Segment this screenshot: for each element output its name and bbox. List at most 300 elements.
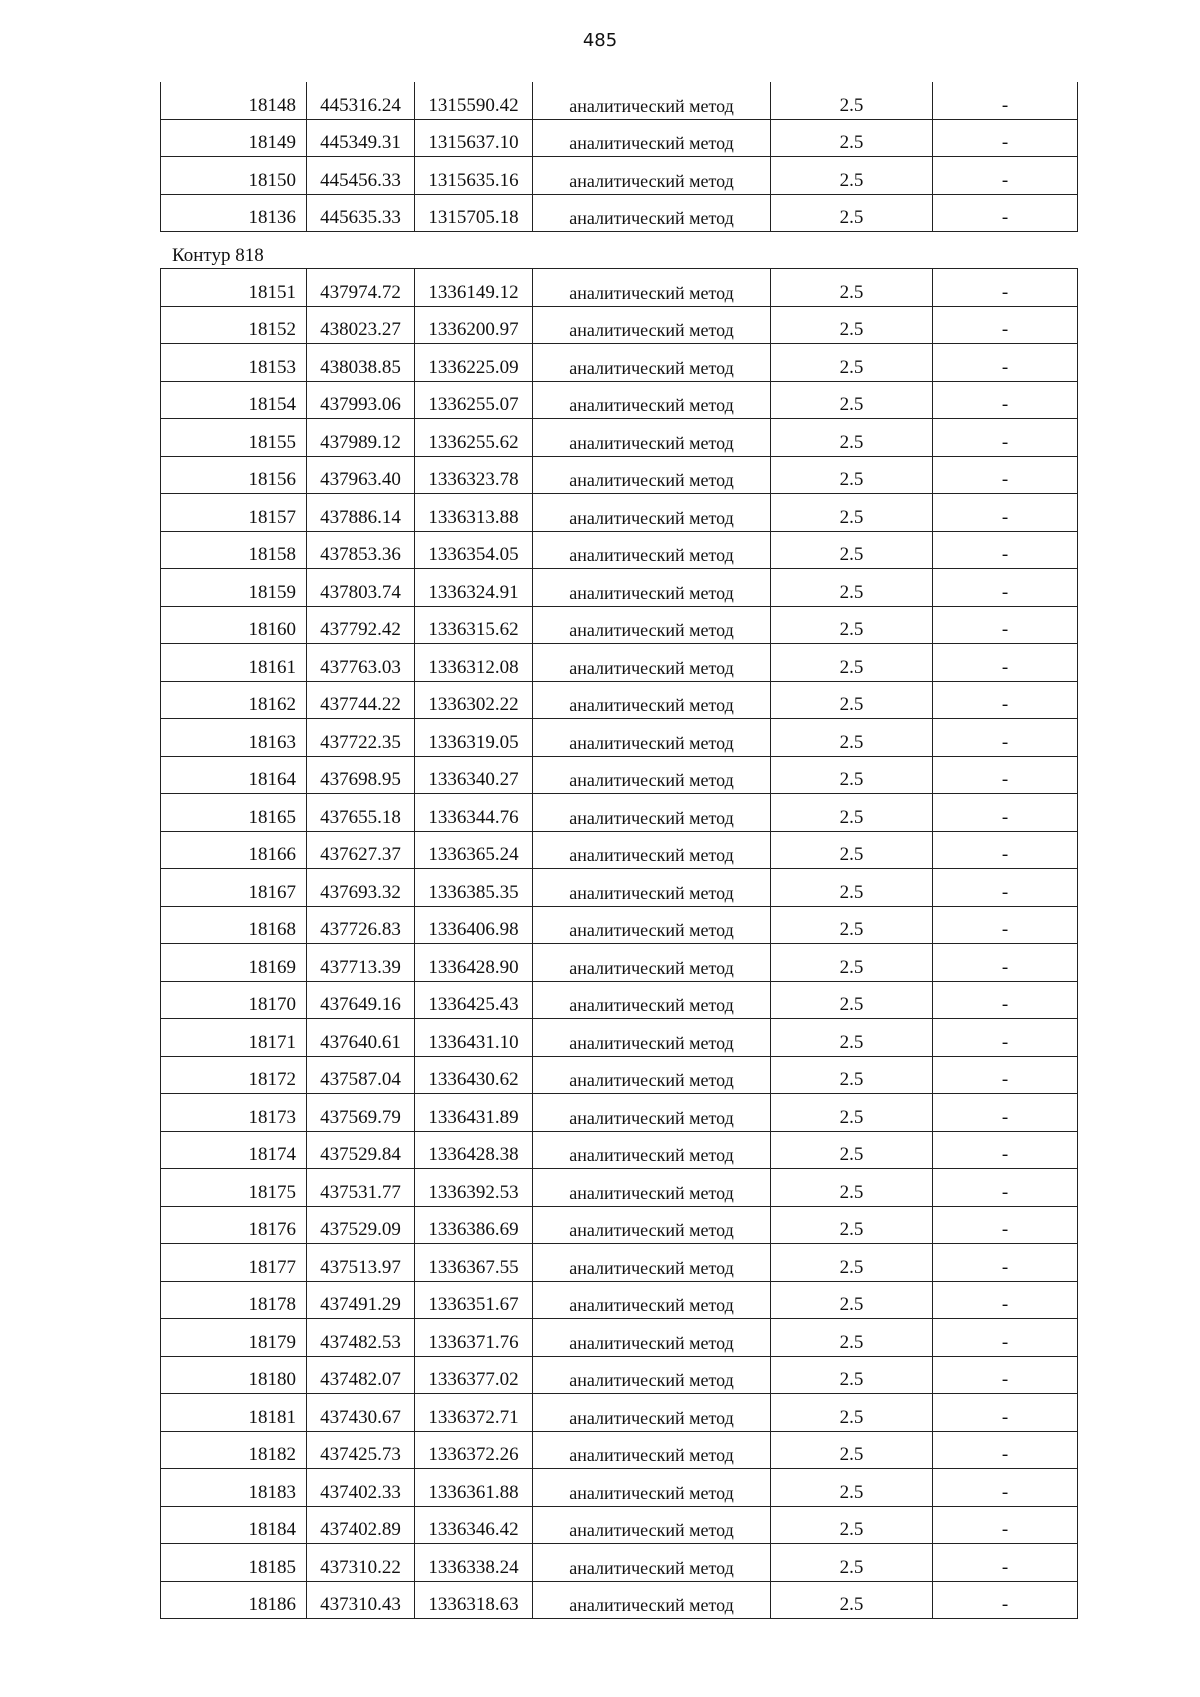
x-coordinate-cell xyxy=(307,794,415,832)
x-coordinate-cell xyxy=(307,1319,415,1357)
method-cell xyxy=(533,756,771,794)
y-coordinate-cell xyxy=(415,569,533,607)
cell-text: 2.5 xyxy=(839,319,864,340)
y-coordinate-cell xyxy=(415,531,533,569)
method-cell xyxy=(533,119,771,157)
point-number-cell xyxy=(161,1431,307,1469)
cell-text: - xyxy=(1001,1444,1009,1465)
cell-text: 18174 xyxy=(248,1144,296,1165)
cell-text: 1315590.42 xyxy=(428,94,519,116)
x-coordinate-cell xyxy=(307,606,415,644)
cell-text: 1336340.27 xyxy=(428,769,519,790)
cell-text: 2.5 xyxy=(839,1144,864,1165)
cell-text: 2.5 xyxy=(839,207,864,228)
cell-text: 18178 xyxy=(248,1294,296,1315)
method-cell xyxy=(533,1581,771,1619)
cell-text: - xyxy=(1001,356,1009,378)
description-cell xyxy=(933,1094,1078,1132)
precision-cell xyxy=(771,1356,933,1394)
cell-text: 1336344.76 xyxy=(428,806,519,828)
precision-cell xyxy=(771,1581,933,1619)
cell-text: 1336431.89 xyxy=(428,1106,519,1128)
cell-text: 1336430.62 xyxy=(428,1069,519,1090)
precision-cell xyxy=(771,1131,933,1169)
point-number-cell xyxy=(161,456,307,494)
cell-text: аналитический метод xyxy=(569,695,734,715)
point-number-cell xyxy=(161,1319,307,1357)
description-cell xyxy=(933,1244,1078,1282)
precision-cell xyxy=(771,119,933,157)
cell-text: 437587.04 xyxy=(320,1069,401,1090)
method-cell xyxy=(533,1094,771,1132)
x-coordinate-cell xyxy=(307,194,415,232)
cell-text: 18169 xyxy=(248,956,296,978)
contour-label: Контур 818 xyxy=(172,245,264,266)
description-cell xyxy=(933,606,1078,644)
y-coordinate-cell xyxy=(415,1319,533,1357)
x-coordinate-cell xyxy=(307,1544,415,1582)
cell-text: 445316.24 xyxy=(320,94,401,116)
cell-text: - xyxy=(1001,1556,1009,1578)
cell-text: 437693.32 xyxy=(320,881,401,903)
cell-text: 437482.07 xyxy=(320,1369,401,1390)
method-cell xyxy=(533,681,771,719)
cell-text: аналитический метод xyxy=(569,432,734,453)
coordinates-table-continued xyxy=(160,82,1078,232)
coordinates-table-body xyxy=(161,269,1078,1619)
cell-text: 1336324.91 xyxy=(428,581,519,603)
precision-cell xyxy=(771,344,933,382)
y-coordinate-cell xyxy=(415,944,533,982)
point-number-cell xyxy=(161,194,307,232)
method-cell xyxy=(533,869,771,907)
cell-text: 2.5 xyxy=(839,619,864,640)
cell-text: 18173 xyxy=(248,1106,296,1128)
precision-cell xyxy=(771,306,933,344)
x-coordinate-cell xyxy=(307,644,415,682)
precision-cell xyxy=(771,381,933,419)
precision-cell xyxy=(771,569,933,607)
point-number-cell xyxy=(161,1056,307,1094)
point-number-cell xyxy=(161,569,307,607)
cell-text: аналитический метод xyxy=(569,1070,734,1090)
cell-text: - xyxy=(1001,544,1009,565)
table-row xyxy=(161,794,1078,832)
precision-cell xyxy=(771,269,933,307)
y-coordinate-cell xyxy=(415,1469,533,1507)
cell-text: 2.5 xyxy=(839,1106,864,1128)
cell-text: 1336354.05 xyxy=(428,544,519,565)
precision-cell xyxy=(771,719,933,757)
y-coordinate-cell xyxy=(415,869,533,907)
method-cell xyxy=(533,194,771,232)
cell-text: 2.5 xyxy=(839,1219,864,1240)
point-number-cell xyxy=(161,1469,307,1507)
y-coordinate-cell xyxy=(415,456,533,494)
cell-text: 437989.12 xyxy=(320,431,401,453)
method-cell xyxy=(533,944,771,982)
cell-text: аналитический метод xyxy=(569,1220,734,1240)
cell-text: 2.5 xyxy=(839,1294,864,1315)
precision-cell xyxy=(771,1056,933,1094)
cell-text: 2.5 xyxy=(839,544,864,565)
cell-text: 2.5 xyxy=(839,1069,864,1090)
cell-text: 18177 xyxy=(248,1256,296,1278)
cell-text: аналитический метод xyxy=(569,1445,734,1465)
cell-text: 1336372.71 xyxy=(428,1406,519,1428)
cell-text: аналитический метод xyxy=(569,920,734,940)
cell-text: 18167 xyxy=(248,881,296,903)
precision-cell xyxy=(771,1394,933,1432)
cell-text: 18149 xyxy=(248,132,296,153)
x-coordinate-cell xyxy=(307,1431,415,1469)
method-cell xyxy=(533,1506,771,1544)
table-row xyxy=(161,644,1078,682)
cell-text: 1315635.16 xyxy=(428,169,519,191)
y-coordinate-cell xyxy=(415,494,533,532)
cell-text: 2.5 xyxy=(839,1556,864,1578)
description-cell xyxy=(933,944,1078,982)
point-number-cell xyxy=(161,1394,307,1432)
cell-text: 2.5 xyxy=(839,806,864,828)
cell-text: 18155 xyxy=(248,431,296,453)
method-cell xyxy=(533,1206,771,1244)
cell-text: 437963.40 xyxy=(320,469,401,490)
method-cell xyxy=(533,269,771,307)
point-number-cell xyxy=(161,157,307,195)
cell-text: 437993.06 xyxy=(320,394,401,415)
description-cell xyxy=(933,306,1078,344)
description-cell xyxy=(933,269,1078,307)
cell-text: - xyxy=(1001,1106,1009,1128)
cell-text: - xyxy=(1001,956,1009,978)
description-cell xyxy=(933,82,1078,119)
cell-text: 18136 xyxy=(248,207,296,228)
method-cell xyxy=(533,494,771,532)
cell-text: - xyxy=(1001,1181,1009,1203)
cell-text: 2.5 xyxy=(839,919,864,940)
cell-text: 2.5 xyxy=(839,994,864,1015)
point-number-cell xyxy=(161,606,307,644)
x-coordinate-cell xyxy=(307,981,415,1019)
y-coordinate-cell xyxy=(415,1019,533,1057)
cell-text: - xyxy=(1001,1331,1009,1353)
cell-text: аналитический метод xyxy=(569,1370,734,1390)
cell-text: - xyxy=(1001,1406,1009,1428)
cell-text: - xyxy=(1001,1144,1009,1165)
method-cell xyxy=(533,981,771,1019)
cell-text: аналитический метод xyxy=(569,507,734,528)
x-coordinate-cell xyxy=(307,1281,415,1319)
cell-text: аналитический метод xyxy=(569,882,734,903)
description-cell xyxy=(933,981,1078,1019)
method-cell xyxy=(533,1356,771,1394)
precision-cell xyxy=(771,1319,933,1357)
cell-text: аналитический метод xyxy=(569,470,734,490)
table-row xyxy=(161,1056,1078,1094)
cell-text: 18159 xyxy=(248,581,296,603)
cell-text: - xyxy=(1001,207,1009,228)
table-row xyxy=(161,306,1078,344)
cell-text: 1336431.10 xyxy=(428,1031,519,1053)
cell-text: - xyxy=(1001,319,1009,340)
cell-text: 1336365.24 xyxy=(428,844,519,865)
x-coordinate-cell xyxy=(307,1019,415,1057)
cell-text: - xyxy=(1001,281,1009,303)
cell-text: 1336338.24 xyxy=(428,1556,519,1578)
cell-text: 437310.22 xyxy=(320,1556,401,1578)
description-cell xyxy=(933,1131,1078,1169)
cell-text: 1336315.62 xyxy=(428,619,519,640)
cell-text: - xyxy=(1001,731,1009,753)
cell-text: 437792.42 xyxy=(320,619,401,640)
cell-text: - xyxy=(1001,506,1009,528)
cell-text: 18150 xyxy=(248,169,296,191)
cell-text: 18186 xyxy=(248,1594,296,1615)
cell-text: 2.5 xyxy=(839,1369,864,1390)
description-cell xyxy=(933,569,1078,607)
cell-text: 18160 xyxy=(248,619,296,640)
cell-text: 18156 xyxy=(248,469,296,490)
point-number-cell xyxy=(161,906,307,944)
description-cell xyxy=(933,644,1078,682)
description-cell xyxy=(933,157,1078,195)
y-coordinate-cell xyxy=(415,157,533,195)
cell-text: 2.5 xyxy=(839,1181,864,1203)
method-cell xyxy=(533,1244,771,1282)
point-number-cell xyxy=(161,1019,307,1057)
cell-text: 1315637.10 xyxy=(428,132,519,153)
cell-text: - xyxy=(1001,1294,1009,1315)
table-row xyxy=(161,1431,1078,1469)
table-row xyxy=(161,1019,1078,1057)
cell-text: 18158 xyxy=(248,544,296,565)
cell-text: аналитический метод xyxy=(569,1482,734,1503)
x-coordinate-cell xyxy=(307,1394,415,1432)
cell-text: - xyxy=(1001,994,1009,1015)
cell-text: 18171 xyxy=(248,1031,296,1053)
cell-text: аналитический метод xyxy=(569,282,734,303)
cell-text: - xyxy=(1001,581,1009,603)
coordinates-table-body xyxy=(161,82,1078,232)
cell-text: 2.5 xyxy=(839,394,864,415)
table-row xyxy=(161,1469,1078,1507)
x-coordinate-cell xyxy=(307,531,415,569)
cell-text: 2.5 xyxy=(839,1406,864,1428)
point-number-cell xyxy=(161,344,307,382)
precision-cell xyxy=(771,1094,933,1132)
cell-text: 2.5 xyxy=(839,1256,864,1278)
cell-text: 1336385.35 xyxy=(428,881,519,903)
point-number-cell xyxy=(161,419,307,457)
table-row xyxy=(161,1581,1078,1619)
cell-text: аналитический метод xyxy=(569,1407,734,1428)
point-number-cell xyxy=(161,981,307,1019)
method-cell xyxy=(533,531,771,569)
precision-cell xyxy=(771,1244,933,1282)
table-row xyxy=(161,1244,1078,1282)
y-coordinate-cell xyxy=(415,606,533,644)
table-row xyxy=(161,494,1078,532)
cell-text: 445635.33 xyxy=(320,207,401,228)
x-coordinate-cell xyxy=(307,381,415,419)
cell-text: - xyxy=(1001,1219,1009,1240)
precision-cell xyxy=(771,756,933,794)
cell-text: аналитический метод xyxy=(569,357,734,378)
cell-text: - xyxy=(1001,1519,1009,1540)
description-cell xyxy=(933,1394,1078,1432)
cell-text: - xyxy=(1001,1594,1009,1615)
point-number-cell xyxy=(161,644,307,682)
precision-cell xyxy=(771,981,933,1019)
cell-text: 18176 xyxy=(248,1219,296,1240)
cell-text: аналитический метод xyxy=(569,320,734,340)
point-number-cell xyxy=(161,1094,307,1132)
cell-text: - xyxy=(1001,169,1009,191)
cell-text: 1336149.12 xyxy=(428,281,519,303)
y-coordinate-cell xyxy=(415,1506,533,1544)
method-cell xyxy=(533,719,771,757)
cell-text: аналитический метод xyxy=(569,545,734,565)
cell-text: 2.5 xyxy=(839,94,864,116)
cell-text: 437726.83 xyxy=(320,919,401,940)
cell-text: 2.5 xyxy=(839,1519,864,1540)
description-cell xyxy=(933,1056,1078,1094)
cell-text: аналитический метод xyxy=(569,1257,734,1278)
cell-text: 437853.36 xyxy=(320,544,401,565)
table-row xyxy=(161,906,1078,944)
y-coordinate-cell xyxy=(415,644,533,682)
cell-text: - xyxy=(1001,1369,1009,1390)
description-cell xyxy=(933,756,1078,794)
cell-text: 2.5 xyxy=(839,769,864,790)
precision-cell xyxy=(771,1431,933,1469)
y-coordinate-cell xyxy=(415,381,533,419)
cell-text: аналитический метод xyxy=(569,770,734,790)
cell-text: 18152 xyxy=(248,319,296,340)
precision-cell xyxy=(771,531,933,569)
cell-text: 18179 xyxy=(248,1331,296,1353)
method-cell xyxy=(533,569,771,607)
y-coordinate-cell xyxy=(415,1131,533,1169)
cell-text: 1336323.78 xyxy=(428,469,519,490)
cell-text: 18166 xyxy=(248,844,296,865)
cell-text: 437627.37 xyxy=(320,844,401,865)
table-row xyxy=(161,869,1078,907)
point-number-cell xyxy=(161,531,307,569)
table-row xyxy=(161,269,1078,307)
method-cell xyxy=(533,794,771,832)
cell-text: 1336351.67 xyxy=(428,1294,519,1315)
table-row xyxy=(161,606,1078,644)
precision-cell xyxy=(771,194,933,232)
cell-text: 2.5 xyxy=(839,581,864,603)
cell-text: 1315705.18 xyxy=(428,207,519,228)
cell-text: 1336372.26 xyxy=(428,1444,519,1465)
cell-text: 18180 xyxy=(248,1369,296,1390)
description-cell xyxy=(933,719,1078,757)
table-row xyxy=(161,456,1078,494)
point-number-cell xyxy=(161,119,307,157)
cell-text: - xyxy=(1001,1256,1009,1278)
cell-text: 2.5 xyxy=(839,1031,864,1053)
point-number-cell xyxy=(161,869,307,907)
description-cell xyxy=(933,1581,1078,1619)
cell-text: 437531.77 xyxy=(320,1181,401,1203)
precision-cell xyxy=(771,606,933,644)
cell-text: 438023.27 xyxy=(320,319,401,340)
cell-text: 2.5 xyxy=(839,1331,864,1353)
point-number-cell xyxy=(161,1131,307,1169)
cell-text: 437529.09 xyxy=(320,1219,401,1240)
description-cell xyxy=(933,1169,1078,1207)
description-cell xyxy=(933,1431,1078,1469)
cell-text: 437886.14 xyxy=(320,506,401,528)
x-coordinate-cell xyxy=(307,1244,415,1282)
description-cell xyxy=(933,869,1078,907)
description-cell xyxy=(933,494,1078,532)
cell-text: аналитический метод xyxy=(569,1295,734,1315)
cell-text: 437744.22 xyxy=(320,694,401,715)
cell-text: 2.5 xyxy=(839,694,864,715)
cell-text: 1336346.42 xyxy=(428,1519,519,1540)
description-cell xyxy=(933,1019,1078,1057)
cell-text: 18184 xyxy=(248,1519,296,1540)
cell-text: 2.5 xyxy=(839,469,864,490)
cell-text: - xyxy=(1001,806,1009,828)
cell-text: 437722.35 xyxy=(320,731,401,753)
cell-text: 18170 xyxy=(248,994,296,1015)
point-number-cell xyxy=(161,1206,307,1244)
cell-text: аналитический метод xyxy=(569,395,734,415)
precision-cell xyxy=(771,1169,933,1207)
x-coordinate-cell xyxy=(307,1581,415,1619)
x-coordinate-cell xyxy=(307,756,415,794)
point-number-cell xyxy=(161,719,307,757)
cell-text: аналитический метод xyxy=(569,1520,734,1540)
x-coordinate-cell xyxy=(307,269,415,307)
cell-text: - xyxy=(1001,919,1009,940)
coordinates-table-contour xyxy=(160,268,1078,1619)
description-cell xyxy=(933,1206,1078,1244)
cell-text: - xyxy=(1001,694,1009,715)
description-cell xyxy=(933,681,1078,719)
table-row xyxy=(161,1544,1078,1582)
point-number-cell xyxy=(161,1506,307,1544)
x-coordinate-cell xyxy=(307,1131,415,1169)
cell-text: 18154 xyxy=(248,394,296,415)
y-coordinate-cell xyxy=(415,1356,533,1394)
method-cell xyxy=(533,419,771,457)
cell-text: 437513.97 xyxy=(320,1256,401,1278)
table-row xyxy=(161,531,1078,569)
description-cell xyxy=(933,1469,1078,1507)
cell-text: аналитический метод xyxy=(569,807,734,828)
description-cell xyxy=(933,906,1078,944)
precision-cell xyxy=(771,794,933,832)
method-cell xyxy=(533,306,771,344)
table-row xyxy=(161,157,1078,195)
description-cell xyxy=(933,794,1078,832)
x-coordinate-cell xyxy=(307,1506,415,1544)
cell-text: 1336319.05 xyxy=(428,731,519,753)
description-cell xyxy=(933,344,1078,382)
cell-text: 2.5 xyxy=(839,881,864,903)
cell-text: 2.5 xyxy=(839,281,864,303)
table-row xyxy=(161,1506,1078,1544)
precision-cell xyxy=(771,1506,933,1544)
cell-text: 1336302.22 xyxy=(428,694,519,715)
